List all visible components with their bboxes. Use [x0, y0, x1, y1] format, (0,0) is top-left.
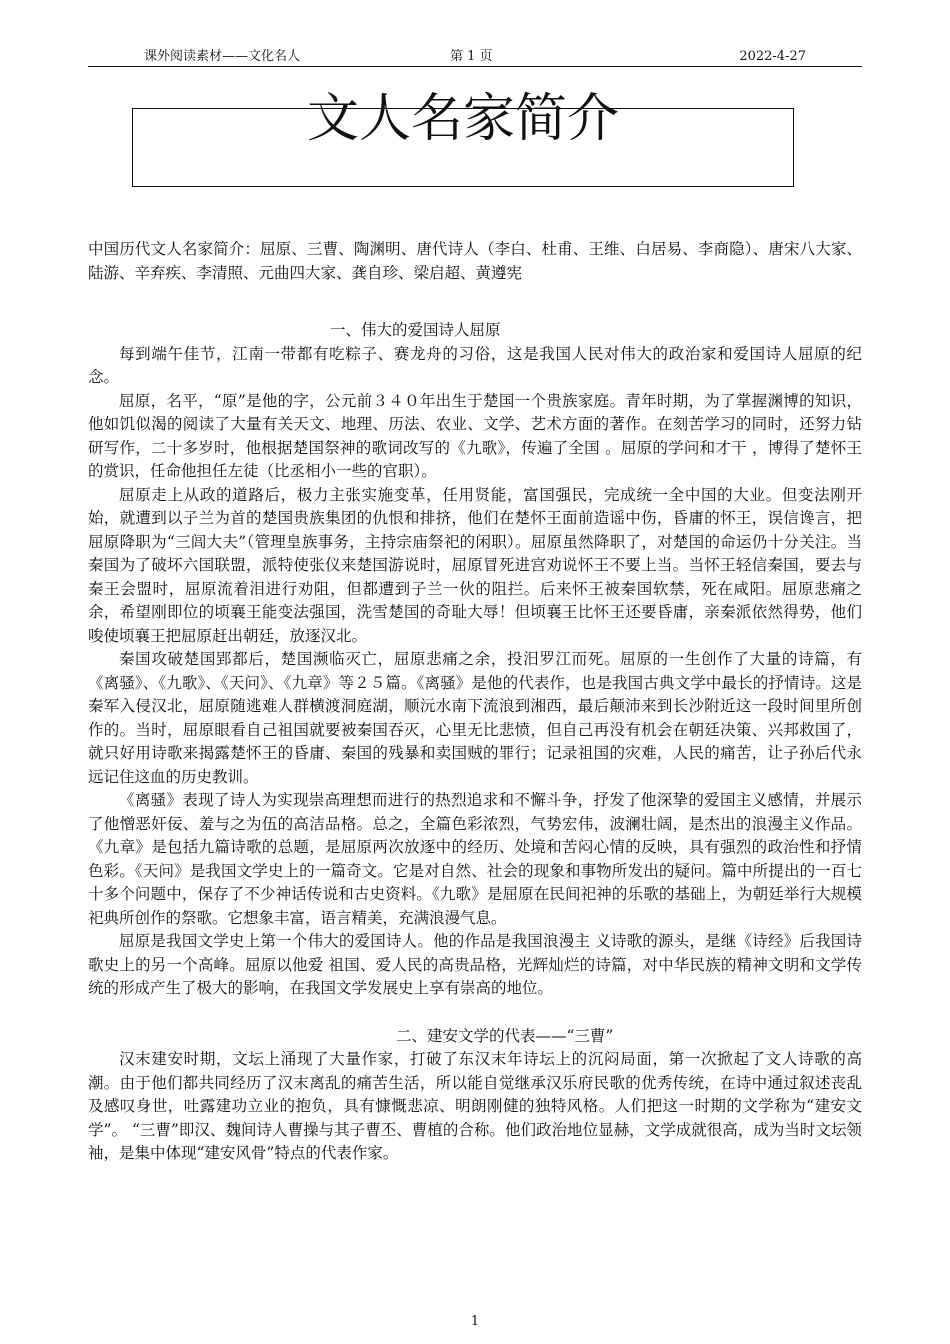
page-number: 1 — [470, 1314, 480, 1329]
header-rule — [88, 66, 862, 67]
page-header — [88, 48, 862, 66]
section-heading-quyuan: 一、伟大的爱国诗人屈原 — [330, 321, 501, 339]
paragraph: 汉末建安时期，文坛上涌现了大量作家，打破了东汉末年诗坛上的沉闷局面，第一次掀起了文人诗歌的高潮。由于他们都共同经历了汉末离乱的痛苦生活，所以能自觉继承汉乐府民歌的优秀传统，在诗中通过叙述丧乱及感叹身世，吐露建功立业的抱负，具有慷慨悲凉、明朗刚健的独特风格。人们把这一时期的文学称为“建安文学”。 “三曹”即汉、魏间诗人曹操与其子曹丕、曹植的合称。他们政治地位显赫，文学成就很高，成为当时文坛领袖，是集中体现“建安风骨”特点的代表作家。 — [88, 1050, 862, 1162]
header-left-text: 课外阅读素材——文化名人 — [144, 49, 301, 64]
paragraph: 屈原，名平，“原”是他的字，公元前３４０年出生于楚国一个贵族家庭。青年时期，为了掌握渊博的知识，他如饥似渴的阅读了大量有关天文、地理、历法、农业、文学、艺术方面的著作。在刻苦学习的同时，还努力钻研写作，二十多岁时，他根据楚国祭神的歌词改写的《九歌》，传遍了全国 。屈原的学问和才干 ，博得了楚怀王的赏识，任命他担任左徒（比丞相小一些的官职）。 — [88, 391, 862, 480]
header-date: 2022-4-27 — [739, 49, 806, 64]
header-page-label: 第 1 页 — [450, 49, 493, 64]
paragraph: 屈原是我国文学史上第一个伟大的爱国诗人。他的作品是我国浪漫主 义诗歌的源头，是继《诗经》后我国诗歌史上的另一个高峰。屈原以他爱 祖国、爱人民的高贵品格，光辉灿烂的诗篇，对中华民族的精神文明和文学传统的形成产生了极大的影响，在我国文学发展史上享有崇高的地位。 — [88, 932, 862, 997]
paragraph: 《离骚》表现了诗人为实现崇高理想而进行的热烈追求和不懈斗争，抒发了他深挚的爱国主义感情，并展示了他憎恶奸佞、羞与之为伍的高洁品格。总之，全篇色彩浓烈，气势宏伟，波澜壮阔，是杰出的浪漫主义作品。《九章》是包括九篇诗歌的总题，是屈原两次放逐中的经历、处境和苦闷心情的反映，具有强烈的政治性和抒情色彩。《天问》是我国文学史上的一篇奇文。它是对自然、社会的现象和事物所发出的疑问。篇中所提出的一百七十多个问题中，保存了不少神话传说和古史资料。《九歌》是屈原在民间祀神的乐歌的基础上，为朝廷举行大规模祀典所创作的祭歌。它想象丰富，语言精美，充满浪漫气息。 — [88, 791, 862, 927]
paragraph: 屈原走上从政的道路后，极力主张实施变革，任用贤能，富国强民，完成统一全中国的大业。但变法刚开始，就遭到以子兰为首的楚国贵族集团的仇恨和排挤，他们在楚怀王面前造谣中伤，昏庸的怀王，误信谗言，把屈原降职为“三闾大夫”（管理皇族事务，主持宗庙祭祀的闲职）。屈原虽然降职了，对楚国的命运仍十分关注。当秦国为了破坏六国联盟，派特使张仪来楚国游说时，屈原冒死进宫劝说怀王不要上当。当怀王轻信秦国，要去与秦王会盟时，屈原流着泪进行劝阻，但都遭到子兰一伙的阻拦。后来怀王被秦国软禁，死在咸阳。屈原悲痛之余，希望刚即位的顷襄王能变法强国，洗雪楚国的奇耻大辱！但顷襄王比怀王还要昏庸，亲秦派依然得势，他们唆使顷襄王把屈原赶出朝廷，放逐汉北。 — [88, 485, 862, 645]
section-heading-sancao: 二、建安文学的代表——“三曹” — [396, 1026, 614, 1045]
paragraph: 秦国攻破楚国郢都后，楚国濒临灭亡，屈原悲痛之余，投汨罗江而死。屈原的一生创作了大量的诗篇，有《离骚》、《九歌》、《天问》、《九章》等２５篇。《离骚》是他的代表作，也是我国古典文学中最长的抒情诗。这是秦军入侵汉北，屈原随逃难人群横渡洞庭湖，顺沅水南下流浪到湘西，最后颠沛来到长沙附近这一段时间里所创作的。当时，屈原眼看自己祖国就要被秦国吞灭，心里无比悲愤，但自己再没有机会在朝廷决策、兴邦救国了，就只好用诗歌来揭露楚怀王的昏庸、秦国的残暴和卖国贼的罪行；记录祖国的灾难，人民的痛苦，让子孙后代永远记住这血的历史教训。 — [88, 650, 862, 786]
intro-paragraph: 中国历代文人名家简介：屈原、三曹、陶渊明、唐代诗人（李白、杜甫、王维、白居易、李商隐）、唐宋八大家、陆游、辛弃疾、李清照、元曲四大家、龚自珍、梁启超、黄遵宪 — [88, 240, 862, 282]
paragraph: 每到端午佳节，江南一带都有吃粽子、赛龙舟的习俗，这是我国人民对伟大的政治家和爱国诗人屈原的纪念。 — [88, 344, 862, 386]
document-title: 文人名家简介 — [306, 89, 619, 149]
document-body — [88, 238, 862, 1166]
